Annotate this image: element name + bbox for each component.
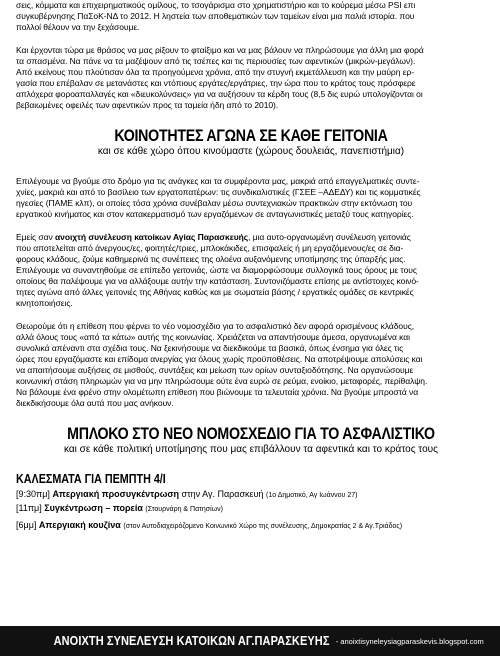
schedule-item <box>16 519 486 533</box>
text-span: Εμείς σαν <box>16 232 55 242</box>
text-line: ώρες που εργαζόμαστε και επίδομα ανεργίας για όλους χωρίς προϋποθέσεις. Να αποτρέψουμε απολύσεις και <box>16 354 423 364</box>
schedule-location: στην Αγ. Παρασκευή <box>179 489 264 499</box>
text-line: χνίες, μακριά και από το βασίλειο των εργατοπατέρων: τις συνδικαλιστικές (ΓΣΕΕ –ΑΔΕΔΥ) και τις κομματικές <box>16 187 421 197</box>
footer-url: - anoixtisyneleysiagparaskevis.blogspot.com <box>335 636 484 646</box>
text-line: κοινωνική στάση πληρωμών για να μην πληρώσουμε ούτε ένα ευρώ σε ρεύμα, ενοίκιο, μεταφορές, περίθαλψη. <box>16 376 428 386</box>
text-line: Θεωρούμε ότι η επίθεση που φέρνει το νέο νομοσχέδιο για το ασφαλιστικό δεν αφορά ορισμένους κλάδους, <box>16 321 415 331</box>
text-line: εργατικού κινήματος και στον κατακερματισμό των εργαζόμενων σε ανταγωνιστικές μεταξύ τους κατηγορίες. <box>16 209 414 219</box>
text-line: βεβαιωμένες οφειλές των αφεντικών προς τα ταμεία ήδη από το 2010). <box>16 100 279 110</box>
text-line: φορους κλάδους, ζούμε καθημερινά τις συνέπειες της ολοένα αυξανόμενης υποτίμησης της ύπαρξής μας. <box>16 254 406 264</box>
text-line: που αποτελείται από άνεργους/ες, φοιτητές/τριες, μπλοκάκιδες, επισφαλείς ή μη εργαζόμενους/ες σε δια- <box>16 243 404 253</box>
text-line: Να βάλουμε ένα φρένο στην ολομέτωπη επίθεση που βιώνουμε τα τελευταία χρόνια. Να βγούμε μπροστά να <box>16 387 419 397</box>
schedule-time: [9:30πμ] <box>16 489 50 499</box>
footer-title: ΑΝΟΙΧΤΗ ΣΥΝΕΛΕΥΣΗ ΚΑΤΟΙΚΩΝ ΑΓ.ΠΑΡΑΣΚΕΥΗΣ <box>53 634 330 648</box>
text-line: να απαιτήσουμε αυξήσεις σε μισθούς, συντάξεις και μείωση των ορίων συνταξιοδότησης. Να οργανώσουμε <box>16 365 414 375</box>
paragraph-demands <box>16 321 486 409</box>
text-span: , μια αυτο-οργανωμένη συνέλευση γειτονιάς <box>248 232 411 242</box>
schedule-title: ΚΑΛΕΣΜΑΤΑ ΓΙΑ ΠΕΜΠΤΗ 4/Ι <box>16 472 166 486</box>
schedule-note: (στον Αυτοδιαχειρόζομενο Κοινωνικό Χώρο της συνέλευσης, Δημοκρατίας 2 & Αγ.Τριάδος) <box>123 523 403 530</box>
schedule-event: Συγκέντρωση – πορεία <box>44 503 143 513</box>
text-line: αλλά όλους τους «από τα κάτω» αυτής της κοινωνίας. Χρειάζεται να απαντήσουμε άμεσα, οργανωμένα και <box>16 332 410 342</box>
section-subheading: και σε κάθε χώρο όπου κινούμαστε (χώρους δουλειάς, πανεπιστήμια) <box>97 146 405 157</box>
text-line: τητες αγώνα από άλλες γειτονιές της Αθήνας καθώς και με σωματεία βάσης / εργατικές ομάδες σε κεντρικές <box>16 287 414 297</box>
footer-banner <box>0 626 500 656</box>
schedule-event: Απεργιακή κουζίνα <box>38 520 121 530</box>
text-line: συνολικά απέναντι στα σχέδια τους. Να ξεκινήσουμε να διεκδικούμε τα βασικά, όπως ένσημα για όλες τις <box>16 343 404 353</box>
schedule-item <box>16 502 486 516</box>
section-communities <box>16 127 486 158</box>
section-block <box>16 425 486 456</box>
text-line: Από εκείνους που πλούτισαν όλα τα προηγούμενα χρόνια, από την στυγνή εκμετάλλευση και την μαύρη ερ- <box>16 67 415 77</box>
schedule-time: [6μμ] <box>16 520 37 530</box>
text-line: τα σπασμένα. Να πάνε να τα μαζέψουν από τις τσέπες και τις περιουσίες των αφεντικών (μικρών-μεγάλων). <box>16 56 416 66</box>
text-line: απλόχερα φοροαπαλλαγές και «διευκολύνσεις» για να αυξήσουν τα κέρδη τους (8,5 δις ευρώ υπολογίζονται οι <box>16 89 423 99</box>
text-line: σεις, κόμματα και επιχειρηματικούς ομίλους, το τσογάρισμα στο χρηματιστήριο και το κούρεμα μέσω PSI επι <box>16 0 416 10</box>
text-line: πολλοί θέλουν να την ξεχάσουμε. <box>16 22 140 32</box>
paragraph-blame <box>16 45 486 111</box>
section-heading: ΚΟΙΝΟΤΗΤΕΣ ΑΓΩΝΑ ΣΕ ΚΑΘΕ ΓΕΙΤΟΝΙΑ <box>114 127 388 145</box>
text-line: κινητοποιήσεις. <box>16 298 73 308</box>
text-line <box>16 232 486 243</box>
section-heading: ΜΠΛΟΚΟ ΣΤΟ ΝΕΟ ΝΟΜΟΣΧΕΔΙΟ ΓΙΑ ΤΟ ΑΣΦΑΛΙΣΤΙΚΟ <box>67 425 435 443</box>
schedule-event: Απεργιακή προσυγκέντρωση <box>52 489 180 499</box>
schedule-item <box>16 488 486 502</box>
assembly-name: ανοιχτή συνέλευση κατοίκων Αγίας Παρασκευής <box>54 232 249 242</box>
text-line: οποίους θα παλέψουμε για να αλλάξουμε αυτήν την κατάσταση. Συντονιζόμαστε επίσης με αντίστοιχες κοινό- <box>16 276 419 286</box>
paragraph-streets <box>16 176 486 220</box>
text-line: συγκυβέρνησης ΠαΣοΚ-ΝΔ το 2012. Η ληστεία των αποθεματικών των ταμείων είναι μια παλιά ιστορία. που <box>16 11 415 21</box>
paragraph-assembly <box>16 232 486 309</box>
section-subheading: και σε κάθε πολιτική υποτίμησης που μας επιβάλλουν τα αφεντικά και το κράτος τους <box>64 444 438 455</box>
paragraph-intro <box>16 0 486 33</box>
text-line: ηγεσίες (ΠΑΜΕ κλπ), οι οποίες τόσα χρόνια συνέβαλαν μέσω συντεχνιακών πρακτικών στην εκτόνωση του <box>16 198 413 208</box>
text-line: Και έρχονται τώρα με θράσος να μας ρίξουν το φταίξιμο και να μας βάλουν να πληρώσουμε για άλλη μια φορά <box>16 45 424 55</box>
text-line: διεκδικήσουμε όλα αυτά που μας ανήκουν. <box>16 398 174 408</box>
text-line: Επιλέγουμε να βγούμε στο δρόμο για τις ανάγκες και τα συμφέροντα μας, μακριά από επαγγελματικές συντε- <box>16 176 420 186</box>
schedule-time: [11πμ] <box>16 503 42 513</box>
schedule <box>16 472 486 533</box>
schedule-note: (Στουρνάρη & Πατησίων) <box>145 506 223 513</box>
text-line: γασία που επέβαλαν σε μετανάστες και ντόπιους εργάτες/εργάτριες, την ώρα που το κράτος τους πρόσφερε <box>16 78 416 88</box>
text-line: Επιλέγουμε να συναντηθούμε σε επίπεδο γειτονιάς, ώστε να διαμορφώσουμε συλλογικά τους όρους με τους <box>16 265 417 275</box>
schedule-note: (1ο Δημοτικό, Αγ Ιωάννου 27) <box>266 492 358 499</box>
leaflet-content <box>16 0 486 533</box>
